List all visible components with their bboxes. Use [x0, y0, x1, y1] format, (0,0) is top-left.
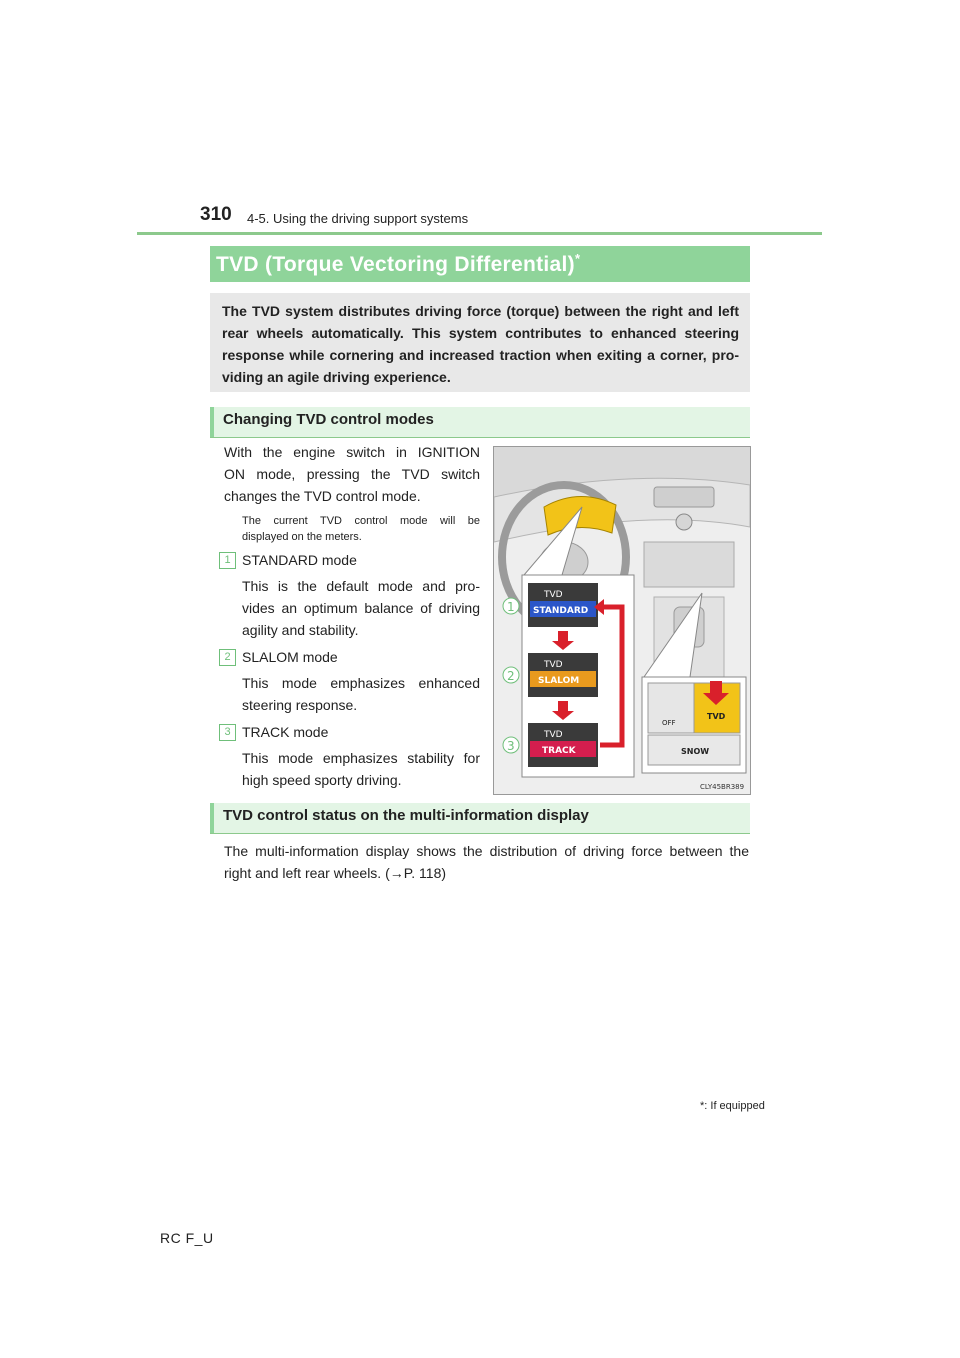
subhead-accent	[210, 803, 214, 833]
badge-slalom-label: SLALOM	[538, 676, 580, 686]
mode-number-2: 2	[219, 649, 236, 666]
mode-name-slalom: SLALOM mode	[242, 649, 338, 665]
badge-track-label: TRACK	[542, 746, 576, 756]
subhead-text: Changing TVD control modes	[223, 411, 434, 428]
mode-desc-standard-1: This is the default mode and pro-	[242, 578, 480, 594]
mode-name-track: TRACK mode	[242, 724, 329, 740]
section1-note-line-2: displayed on the meters.	[242, 531, 362, 543]
center-display	[654, 487, 714, 507]
mode-desc-standard-3: agility and stability.	[242, 622, 359, 638]
badge-track-top: TVD	[544, 730, 563, 740]
vsc-off-label: OFF	[662, 719, 676, 727]
mode-desc-standard-2: vides an optimum balance of driving	[242, 600, 480, 616]
mode-desc-slalom-2: steering response.	[242, 697, 358, 713]
footnote	[700, 1100, 765, 1112]
badge-standard	[528, 583, 598, 627]
mode-number-3: 3	[219, 724, 236, 741]
tvd-illustration-svg	[494, 447, 750, 794]
subhead-text: TVD control status on the multi-information display	[223, 807, 589, 824]
section1-line-2: ON mode, pressing the TVD switch	[224, 466, 480, 482]
badge-slalom-top: TVD	[544, 660, 563, 670]
callout-2: 2	[507, 669, 515, 683]
subhead-status-display	[210, 803, 750, 834]
tvd-switch-label: TVD	[707, 712, 726, 721]
footnote-marker: *	[700, 1100, 705, 1112]
section-path: 4-5. Using the driving support systems	[247, 211, 469, 226]
mode-number-1: 1	[219, 552, 236, 569]
callout-1: 1	[507, 600, 515, 614]
title-bar	[210, 246, 750, 282]
subhead-changing-modes	[210, 407, 750, 438]
mode-desc-track-2: high speed sporty driving.	[242, 772, 402, 788]
figure-code: CLY45BR389	[700, 783, 745, 791]
intro-text: The TVD system distributes driving force (torque) between the right and left rear wheels automatically. This system contributes to enhanced steering response while cornering and increased traction when exiting a corner, pro-viding an agile driving experience.	[222, 303, 739, 385]
badge-slalom	[528, 653, 598, 697]
callout-3: 3	[507, 739, 515, 753]
section1-line-1: With the engine switch in IGNITION	[224, 444, 480, 460]
section2-line-1: The multi-information display shows the distribution of driving force between the	[224, 843, 749, 859]
section1-note-line-1: The current TVD control mode will be	[242, 515, 480, 527]
snow-switch-label: SNOW	[681, 747, 710, 756]
center-knob	[676, 514, 692, 530]
footnote-text: : If equipped	[704, 1100, 765, 1112]
mode-desc-track-1: This mode emphasizes stability for	[242, 750, 480, 766]
title-footnote-marker: *	[574, 251, 581, 266]
page-number: 310	[200, 204, 232, 225]
page-title: TVD (Torque Vectoring Differential)*	[216, 251, 581, 276]
intro-box	[210, 293, 750, 392]
footer-model: RC F_U	[160, 1230, 214, 1246]
mode-name-standard: STANDARD mode	[242, 552, 357, 568]
section1-line-3: changes the TVD control mode.	[224, 488, 421, 504]
climate-panel	[644, 542, 734, 587]
badge-track	[528, 723, 598, 767]
section2-line-2: right and left rear wheels. (→P. 118)	[224, 865, 447, 881]
subhead-accent	[210, 407, 214, 437]
badge-standard-label: STANDARD	[533, 606, 589, 616]
tvd-illustration	[493, 446, 751, 795]
badge-standard-top: TVD	[544, 590, 563, 600]
header-rule	[137, 232, 822, 235]
mode-desc-slalom-1: This mode emphasizes enhanced	[242, 675, 480, 691]
